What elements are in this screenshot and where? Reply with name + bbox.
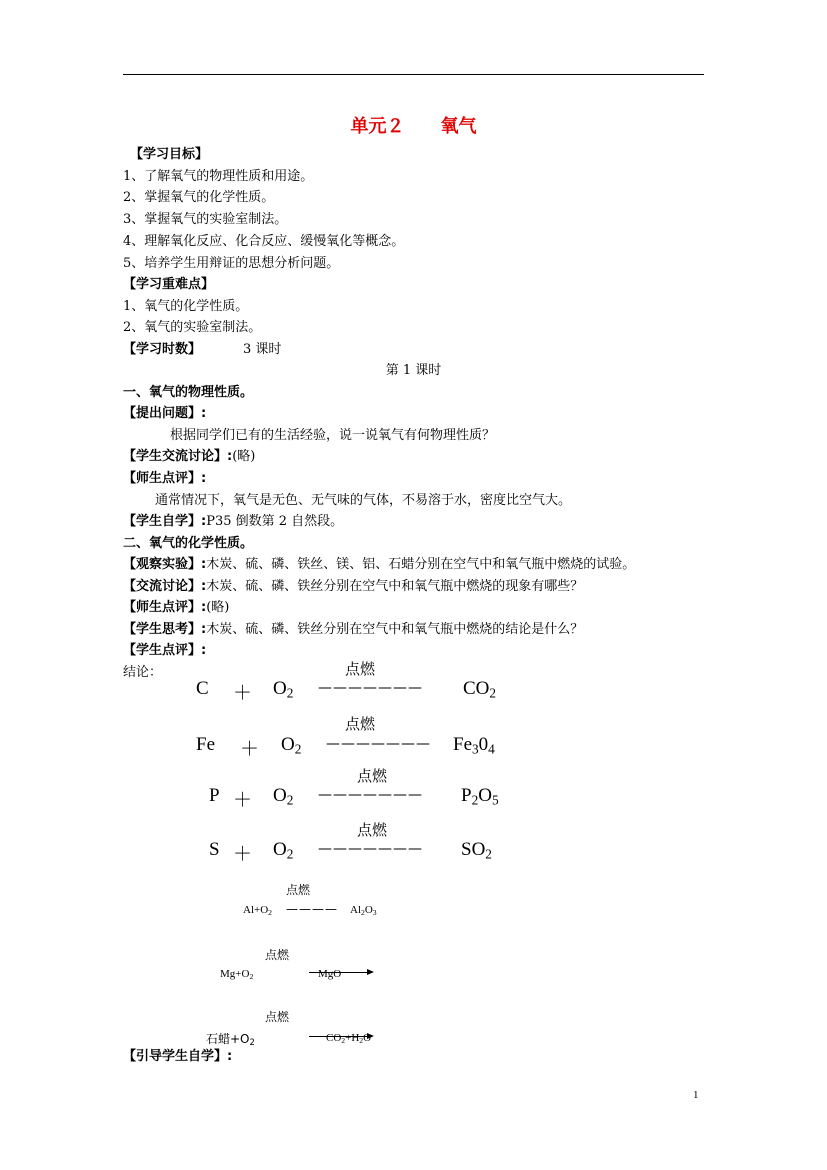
plus-sign: ＋ (233, 790, 253, 811)
reactant: P (209, 785, 220, 806)
reactants: 石蜡$+O_2$ (206, 1032, 255, 1048)
condition-label: 点燃 (265, 1010, 290, 1024)
hours-label: 【学习时数】 (123, 342, 202, 357)
key-point: 1、氧气的化学性质。 (123, 299, 249, 314)
student-comment-label: 【学生点评】: (123, 643, 207, 658)
goal-item: 3、掌握氧气的实验室制法。 (123, 212, 288, 227)
reactants: $Al+O_2$ (243, 904, 272, 917)
self-study-text: P35 倒数第 2 自然段。 (206, 514, 344, 529)
think-text: 木炭、硫、磷、铁丝分别在空气中和氧气瓶中燃烧的结论是什么？ (206, 622, 584, 637)
ask-text: 根据同学们已有的生活经验，说一说氧气有何物理性质？ (170, 428, 496, 443)
product: $Fe_30_4$ (453, 734, 495, 757)
plus-sign: ＋ (233, 844, 253, 865)
comment2-text: (略) (206, 600, 230, 615)
condition-label: 点燃 (286, 883, 311, 897)
goal-item: 4、理解氧化反应、化合反应、缓慢氧化等概念。 (123, 234, 405, 249)
product: $P_2O_5$ (461, 785, 499, 808)
discussion-label: 【交流讨论】: (123, 579, 207, 594)
oxygen: $O_2$ (273, 678, 294, 701)
goals-heading: 【学习目标】 (130, 147, 209, 162)
conclusion-label: 结论： (123, 665, 163, 680)
page-number: 1 (693, 1089, 699, 1101)
product: $Al_2O_3$ (350, 904, 377, 917)
comment2-label: 【师生点评】: (123, 600, 207, 615)
ask-label: 【提出问题】: (123, 406, 207, 421)
goal-item: 2、掌握氧气的化学性质。 (123, 190, 275, 205)
think-label: 【学生思考】: (123, 622, 207, 637)
discuss-label: 【学生交流讨论】: (123, 449, 233, 464)
reaction-dashes: ——————— (318, 841, 423, 857)
reactants: $Mg+O_2$ (220, 968, 254, 981)
goal-item: 1、了解氧气的物理性质和用途。 (123, 169, 314, 184)
reactant: C (196, 678, 209, 699)
reaction-dashes: ——————— (326, 736, 431, 752)
product: $CO_2+H_2O$ (326, 1032, 372, 1045)
comment-text: 通常情况下，氧气是无色、无气味的气体，不易溶于水，密度比空气大。 (155, 493, 572, 508)
oxygen: $O_2$ (273, 839, 294, 862)
discussion-text: 木炭、硫、磷、铁丝分别在空气中和氧气瓶中燃烧的现象有哪些？ (206, 579, 584, 594)
condition-label: 点燃 (265, 948, 290, 962)
condition-label: 点燃 (345, 660, 376, 678)
lesson-heading: 第 1 课时 (385, 363, 442, 378)
reaction-dashes: ———— (286, 902, 338, 916)
condition-label: 点燃 (345, 715, 376, 733)
oxygen: $O_2$ (281, 734, 302, 757)
product: $CO_2$ (463, 678, 497, 701)
reactant: Fe (196, 734, 215, 755)
goal-item: 5、培养学生用辩证的思想分析问题。 (123, 256, 340, 271)
observe-text: 木炭、硫、磷、铁丝、镁、铝、石蜡分别在空气中和氧气瓶中燃烧的试验。 (206, 557, 636, 572)
product: MgO (318, 968, 342, 980)
plus-sign: ＋ (240, 739, 260, 760)
self-study-label: 【学生自学】: (123, 514, 207, 529)
condition-label: 点燃 (357, 821, 388, 839)
guide-label: 【引导学生自学】: (123, 1049, 233, 1064)
page-title: 单元２ 氧气 (350, 116, 477, 137)
reaction-dashes: ——————— (318, 680, 423, 696)
hours-value: 3 课时 (243, 342, 282, 357)
discuss-text: (略) (232, 449, 256, 464)
condition-label: 点燃 (357, 767, 388, 785)
oxygen: $O_2$ (273, 785, 294, 808)
reaction-dashes: ——————— (318, 787, 423, 803)
product: $SO_2$ (461, 839, 492, 862)
key-point: 2、氧气的实验室制法。 (123, 320, 262, 335)
observe-label: 【观察实验】: (123, 557, 207, 572)
comment-label: 【师生点评】: (123, 471, 207, 486)
header-rule (123, 74, 704, 75)
key-heading: 【学习重难点】 (123, 277, 215, 292)
plus-sign: ＋ (233, 683, 253, 704)
section2-heading: 二、氧气的化学性质。 (123, 536, 254, 551)
section1-heading: 一、氧气的物理性质。 (123, 385, 254, 400)
reactant: S (209, 839, 220, 860)
